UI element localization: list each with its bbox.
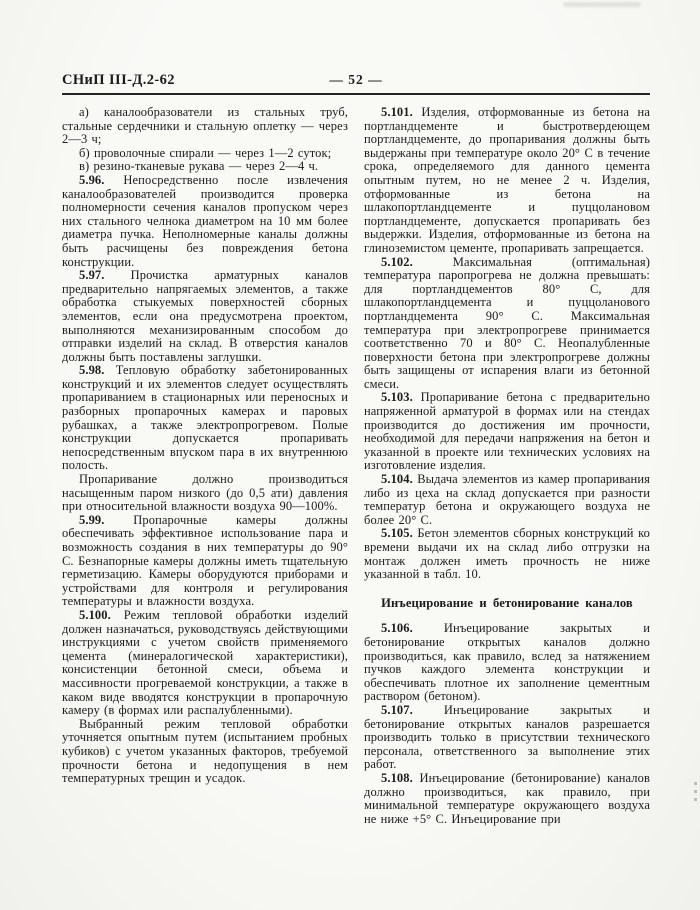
clause-paragraph: 5.108. Инъецирование (бетонирование) каналов должно производиться, как правило, при минимальной температуре окружающего воздуха не ниже +5° С. Инъецирование при [364,770,650,826]
clause-paragraph: 5.99. Пропарочные камеры должны обеспечивать эффективное использование пара и возможность создания в них температуры до 90° С. Безнапорные камеры должны иметь тщательную герметизацию. Камеры оборудуются приборами и устройствами для контроля и регулирования температуры и влажности воздуха. [62,512,348,609]
clause-number: 5.100. [79,607,111,622]
section-heading: Инъецирование и бетонирование каналов [381,595,633,610]
paragraph: а) каналообразователи из стальных труб, стальные сердечники и стальную оплетку — через 2—3 ч; [62,105,348,147]
clause-paragraph: 5.107. Инъецирование закрытых и бетонирование открытых каналов разрешается производить только в присутствии технического персонала, ответственного за выполнение этих работ. [364,702,650,772]
clause-number: 5.108. [381,770,413,785]
clause-paragraph: 5.106. Инъецирование закрытых и бетонирование открытых каналов должно производиться, как правило, вслед за натяжением пучков каждого элемента конструкции и обеспечивать плотное их заполнение цементным раствором (бетоном). [364,621,650,704]
clause-number: 5.102. [381,254,413,269]
scan-smudge [563,2,641,7]
doc-code: СНиП III-Д.2-62 [62,72,175,88]
header-rule [62,93,650,95]
clause-number: 5.98. [79,363,105,378]
clause-paragraph: 5.96. Непосредственно после извлечения каналообразователей производится проверка полномерности сечения каналов пропуском через них стального челнока диаметром на 10 мм более диаметра пучка. Неполномерные каналы должны быть расчищены без повреждения бетона конструкции. [62,172,348,269]
paragraph: Пропаривание должно производиться насыщенным паром низкого (до 0,5 ати) давления при относительной влажности воздуха 90—100%. [62,472,348,514]
clause-number: 5.103. [381,390,413,405]
clause-number: 5.107. [381,702,413,717]
clause-paragraph: 5.104. Выдача элементов из камер пропаривания либо из цеха на склад допускается при разности температур бетона и окружающего воздуха не более 20° С. [364,472,650,527]
left-column [62,106,348,826]
paragraph: в) резино-тканевые рукава — через 2—4 ч. [79,159,319,174]
clause-number: 5.105. [381,526,413,541]
clause-paragraph: 5.101. Изделия, отформованные из бетона на портландцементе и быстротвердеющем портландцементе, до пропаривания должны быть выдержаны при температуре около 20° С в течение срока, определяемого для данного цемента опытным путем, но не менее 2 ч. Изделия, отформованные из бетона на шлакопортландцементе и пуццолановом портландцементе, допускается пропаривать без выдержки. Изделия, отформованные из бетона на глиноземистом цементе, пропаривать запрещается. [364,105,650,255]
clause-number: 5.104. [381,472,413,487]
clause-paragraph: 5.100. Режим тепловой обработки изделий должен назначаться, руководствуясь действующими инструкциями с учетом свойств применяемого цемента (минералогической характеристики), консистенции бетонной смеси, объема и массивности прогреваемой конструкции, а также в каком виде вводятся конструкции в пропарочную камеру (в формах или распалубленными). [62,607,348,718]
scan-dots [694,782,697,802]
clause-paragraph: 5.98. Тепловую обработку забетонированных конструкций и их элементов следует осуществлять пропариванием в стационарных или переносных и разборных пропарочных камерах и паровых рубашках, а также электропрогревом. Полые конструкции допускается пропаривать непосредственным впуском пара в их внутреннюю полость. [62,363,348,473]
paragraph: б) проволочные спирали — через 1—2 суток; [79,145,332,160]
page-header [62,72,650,90]
page-number: — 52 — [329,72,383,87]
clause-number: 5.106. [381,621,413,636]
clause-paragraph: 5.102. Максимальная (оптимальная) температура паропрогрева не должна превышать: для портландцементов 80° С, для шлакопортландцемента и пуццоланового портландцемента 90° С. Максимальная температура при электропрогреве принимается соответственно 70 и 80° С. Неопалубленные поверхности бетона при электропрогреве должны быть защищены от испарения влаги из бетонной смеси. [364,254,650,391]
clause-paragraph: 5.105. Бетон элементов сборных конструкций ко времени выдачи их на склад либо отгрузки на монтаж должен иметь прочность не ниже указанной в табл. 10. [364,526,650,582]
clause-paragraph: 5.103. Пропаривание бетона с предварительно напряженной арматурой в формах или на стендах производится до достижения им прочности, необходимой для передачи напряжения на бетон и указанной в проекте или технических условиях на изготовление изделия. [364,390,650,473]
text-columns [62,106,650,826]
clause-number: 5.101. [381,105,413,119]
right-column [364,106,650,826]
clause-number: 5.96. [79,172,105,187]
clause-paragraph: 5.97. Прочистка арматурных каналов предварительно напрягаемых элементов, а также обработка стыкуемых поверхностей сборных элементов, если она предусмотрена проектом, выполняются механизированным способом до отправки изделий на склад. В отверстия каналов должны быть поставлены заглушки. [62,268,348,364]
clause-number: 5.97. [79,268,105,283]
clause-number: 5.99. [79,512,105,527]
paragraph: Выбранный режим тепловой обработки уточняется опытным путем (испытанием пробных кубиков) с учетом указанных факторов, требуемой прочности бетона и недопущения в нем температурных трещин и усадок. [62,716,348,786]
